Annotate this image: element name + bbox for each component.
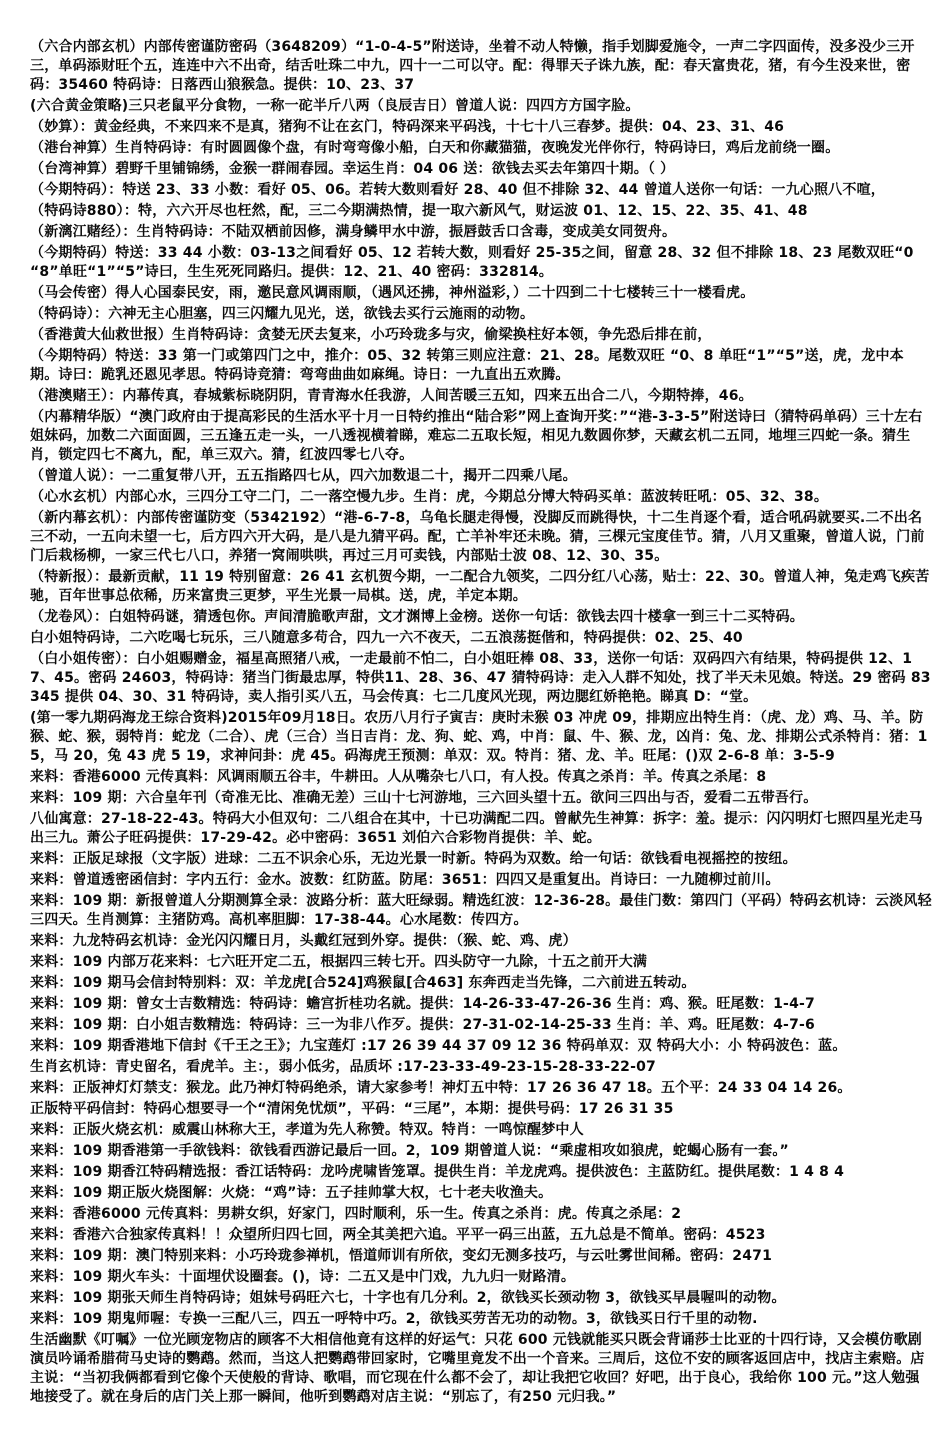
text-paragraph: （内幕精华版）“澳门政府由于提高彩民的生活水平十月一日特约推出“陆合彩”网上查询开奖：”“港-3-3-5”附送诗曰（猜特码单码）三十左右姐妹码，加数二六面面圆，三五逢五走一头，一八透视横着睇，难忘二五取长短，相见九数圆你梦，天藏玄机二五同，地埋三四蛇一条。猜生肖，锁定四七不离九，配，单三双六。猜，红波四零七八夺。 — [30, 409, 923, 463]
text-paragraph: 来料：香港六合独家传真料！！众望所归四七回，两全其美把六追。平平一码三出蓝，五九总是不简单。密码：4523 — [30, 1227, 766, 1243]
text-paragraph: （港澳赌王）：内幕传真，春城紫标晓阴阴，青青海水任我游，人间苦暖三五知，四来五出合二八，今期特捧，46。 — [30, 388, 753, 404]
text-paragraph: 来料：香港6000 元传真料：风调雨顺五谷丰，牛耕田。人从嘴杂七八口，有人投。传真之杀肖：羊。传真之杀尾：8 — [30, 769, 767, 785]
text-paragraph: （港台神算）生肖特码诗：有时圆圆像个盘，有时弯弯像小船，白天和你藏猫猫，夜晚发光伴你行，特码诗曰，鸡后龙前绕一圈。 — [30, 140, 840, 156]
text-paragraph: 来料：109 期张天师生肖特码诗；姐妹号码旺六七，十字也有几分利。2，欲钱买长颈动物 3，欲钱买早晨喔叫的动物。 — [30, 1290, 786, 1306]
document-body — [30, 38, 932, 1407]
text-paragraph: 来料：109 期火车头：十面埋伏设圈套。()，诗：二五又是中门戏，九九归一财路清。 — [30, 1269, 576, 1285]
text-paragraph: 来料：香港6000 元传真料：男耕女织，好家门，四时顺利，乐一生。传真之杀肖：虎。传真之杀尾：2 — [30, 1206, 682, 1222]
text-paragraph: 生肖玄机诗：青史留名，看虎羊。主：，弱小低劣，品质坏 :17-23-33-49-23-15-28-33-22-07 — [30, 1059, 656, 1075]
text-paragraph: （今期特码）特送：33 44 小数：03-13之间看好 05、12 若转大数，则看好 25-35之间，留意 28、32 但不排除 18、23 尾数双旺“0 “8”单旺“1”“5”诗曰，生生死死同路归。提供：12、21、40 密码：332814。 — [30, 245, 914, 280]
text-paragraph: 白小姐特码诗，二六吃喝七玩乐，三八随意多苟合，四九一六不夜天，二五浪荡挺偕和，特码提供：02、25、40 — [30, 630, 743, 646]
text-paragraph: 正版特平码信封：特码心想要寻一个“清闲免忧烦”，平码：“三尾”，本期：提供号码：17 26 31 35 — [30, 1101, 674, 1117]
text-paragraph: （香港黄大仙救世报）生肖特码诗：贪婪无厌去复来，小巧玲珑多与灾，偷梁换柱好本领，争先恐后排在前， — [30, 327, 712, 343]
text-paragraph: 来料：109 期香港地下信封《千王之王》；九宝莲灯 :17 26 39 44 37 09 12 36 特码单双：双 特码大小：小 特码波色：蓝。 — [30, 1038, 847, 1054]
text-paragraph: （白小姐传密）：白小姐赐赠金，福星高照猪八戒，一走最前不怕二，白小姐旺棒 08、33，送你一句话：双码四六有结果，特码提供 12、17、45。密码 24603，特码诗：猪当门街最忠厚，特供11、28、36、47 猜特码诗：走入人群不知处，找了半天未见娘。特送。29 密码 83345 提供 04、30、31 特码诗，卖人指引买八五，马会传真：七二几度风光现，两边腮红娇艳艳。睇真 D：“堂。 — [30, 651, 931, 705]
text-paragraph: 来料：正版神灯灯禁支：猴龙。此乃神灯特码绝杀，请大家参考！神灯五中特：17 26 36 47 18。五个平：24 33 04 14 26。 — [30, 1080, 852, 1096]
text-paragraph: 来料：109 期鬼师喔：专换一三配八三，四五一呼特中巧。2，欲钱买劳苦无功的动物。3，欲钱买日行千里的动物. — [30, 1311, 758, 1327]
text-paragraph: 来料：109 期：白小姐吉数精选：特码诗：三一为非八作歹。提供：27-31-02-14-25-33 生肖：羊、鸡。旺尾数：4-7-6 — [30, 1017, 815, 1033]
text-paragraph: 来料：109 期香江特码精选报：香江话特码：龙吟虎啸皆笼罩。提供生肖：羊龙虎鸡。提供波色：主蓝防红。提供尾数：1 4 8 4 — [30, 1164, 845, 1180]
text-paragraph: （龙卷风）：白姐特码谜，猜透包你。声间清脆歌声甜，文才渊博上金榜。送你一句话：欲钱去四十楼拿一到三十二买特码。 — [30, 609, 804, 625]
text-paragraph: 来料：109 期马会信封特别料：双：羊龙虎[合524]鸡猴鼠[合463] 东奔西走当先锋，二六前进五转动。 — [30, 975, 696, 991]
text-paragraph: 来料：109 期：新报曾道人分期测算全录：波路分析：蓝大旺绿弱。精选红波：12-36-28。最佳门数：第四门（平码）特码玄机诗：云淡风轻三四天。生肖测算：主猪防鸡。高机率胆脚：17-38-44。心水尾数：传四方。 — [30, 893, 932, 928]
text-paragraph: 来料：109 期：六合皇年刊（奇准无比、准确无差）三山十七河游地，三六回头望十五。欲问三四出与否，爱看二五带吾行。 — [30, 790, 818, 806]
text-paragraph: 来料：109 期正版火烧图解：火烧：“鸡”诗：五子挂帅掌大权，七十老夫收渔夫。 — [30, 1185, 553, 1201]
text-paragraph: 来料：109 内部万花来料：七六旺开定二五，根据四三转七开。四头防守一九除，十五之前开大满 — [30, 954, 648, 970]
text-paragraph: （台湾神算）碧野千里铺锦绣，金猴一群闹春园。幸运生肖：04 06 送：欲钱去买去年第四十期。（ ） — [30, 161, 675, 177]
text-paragraph: （今期特码）：特送 23、33 小数：看好 05、06。若转大数则看好 28、40 但不排除 32、44 曾道人送你一句话：一九心照八不喧， — [30, 182, 885, 198]
text-paragraph: （马会传密）得人心国泰民安，雨，邀民意风调雨顺，（遇风还拂，神州溢彩，）二十四到二十七楼转三十一楼看虎。 — [30, 285, 755, 301]
text-paragraph: （六合内部玄机）内部传密谨防密码（3648209）“1-0-4-5”附送诗，坐着不动人特懒，指手划脚爱施令，一声二字四面传，没多没少三开三，单码添财旺个五，连连中六不出奇，结舌吐珠二中九，四十一二可以守。配：得罪天子诛九族，配：春天富贵花，猪，有今生没来世，密码：35460 特码诗：日落西山狼猴急。提供：10、23、37 — [30, 39, 915, 93]
text-paragraph: 来料：九龙特码玄机诗：金光闪闪耀日月，头戴红冠到外穿。提供：（猴、蛇、鸡、虎） — [30, 933, 577, 949]
text-paragraph: （新漓江赌经）：生肖特码诗：不陆双栖前因修，满身鳞甲水中游，振唇鼓舌口含毒，变成美女同贺舟。 — [30, 224, 677, 240]
text-paragraph: (第一零九期码海龙王综合资料)2015年09月18日。农历八月行子寅吉：庚时未猴 03 冲虎 09，排期应出特生肖：（虎、龙）鸡、马、羊。防猴、蛇、猴，弱特肖：蛇龙（二合）、虎（三合）当日吉肖：龙、狗、蛇、鸡，中肖：鼠、牛、猴、龙，凶肖：兔、龙、排期公式杀特肖：猪：15，马 20，兔 43 虎 5 19，求神问卦：虎 45。码海虎王预测：单双：双。特肖：猪、龙、羊。旺尾：()双 2-6-8 单：3-5-9 — [30, 710, 928, 764]
text-paragraph: （心水玄机）内部心水，三四分工守二门，二一落空慢九步。生肖：虎，今期总分博大特码买单：蓝波转旺吼：05、32、38。 — [30, 489, 829, 505]
text-paragraph: （特码诗）：六神无主心胆塞，四三闪耀九见光，送，欲钱去买行云施雨的动物。 — [30, 306, 535, 322]
text-paragraph: 来料：正版足球报（文字版）进球：二五不识余心乐，无边光景一时新。特码为双数。给一句话：欲钱看电视摇控的按纽。 — [30, 851, 797, 867]
text-paragraph: (六合黄金策略)三只老鼠平分食物，一称一砣半斤八两（良辰吉日）曾道人说：四四方方国字脸。 — [30, 98, 640, 114]
text-paragraph: （新内幕玄机）：内部传密谨防变（5342192）“港-6-7-8，乌龟长腿走得慢，没脚反而跳得快，十二生肖逐个看，适合吼码就要买.二不出名三不动，一五向未望一七，后方四六开大码，是八是九猜平码。配，亡羊补牢还未晚。猜，三棵元宝度佳节。猜，八月又重聚，曾道人说，门前门后栽杨柳，一家三代七八口，养猪一窝闹哄哄，再过三月可卖钱，内部贴士波 08、12、30、35。 — [30, 510, 925, 564]
text-paragraph: 八仙寓意：27-18-22-43。特码大小但双句：二八组合在其中，十已功满配二四。曾献先生神算：拆字：羞。提示：闪闪明灯七照四星光走马出三九。萧公子旺码提供：17-29-42。必中密码：3651 刘伯六合彩物肖提供：羊、蛇。 — [30, 811, 923, 846]
text-paragraph: 来料：曾道透密函信封：字内五行：金水。波数：红防蓝。防尾：3651：四四又是重复出。肖诗曰：一九随柳过前川。 — [30, 872, 780, 888]
text-paragraph: 来料：109 期香港第一手欲钱料：欲钱看西游记最后一回。2，109 期曾道人说：“乘虚相攻如狼虎，蛇蝎心肠有一套。” — [30, 1143, 789, 1159]
text-paragraph: （特码诗880）：特，六六开尽也枉然，配，三二今期满热情，提一取六新风气，财运波 01、12、15、22、35、41、48 — [30, 203, 808, 219]
text-paragraph: 来料：109 期：澳门特别来料：小巧玲珑参禅机，悟道师训有所依，变幻无测多技巧，与云吐雾世间稀。密码：2471 — [30, 1248, 773, 1264]
text-paragraph: （妙算）：黄金经典，不来四来不是真，猪狗不让在玄门，特码深来平码浅，十七十八三春梦。提供：04、23、31、46 — [30, 119, 785, 135]
text-paragraph: 来料：正版火烧玄机：威震山林称大王，孝道为先人称赞。特双。特肖：一鸣惊醒梦中人 — [30, 1122, 584, 1138]
text-paragraph: （特新报）：最新贡献，11 19 特别留意：26 41 玄机贺今期，一二配合九领奖，二四分红八心荡，贴士：22、30。曾道人神，兔走鸡飞疾苦驰，百年世事总依稀，历来富贵三更梦，平生光景一局棋。送，虎，羊定本期。 — [30, 569, 930, 604]
text-paragraph: 生活幽默《叮嘱》一位光顾宠物店的顾客不大相信他竟有这样的好运气：只花 600 元钱就能买只既会背诵莎士比亚的十四行诗，又会模仿歌剧演员吟诵希腊荷马史诗的鹦鹉。然而，当这人把鹦鹉带回家时，它嘴里竟发不出一个音来。三周后，这位不安的顾客返回店中，找店主索赔。店主说：“当初我俩都看到它像个天使般的背诗、歌唱，而它现在什么都不会了，却让我把它收回？好吧，出于良心，我给你 100 元。”这人勉强地接受了。就在身后的店门关上那一瞬间，他听到鹦鹉对店主说：“别忘了，有250 元归我。” — [30, 1332, 925, 1405]
text-paragraph: 来料：109 期：曾女士吉数精选：特码诗：蟾宫折桂功名就。提供：14-26-33-47-26-36 生肖：鸡、猴。旺尾数：1-4-7 — [30, 996, 815, 1012]
text-paragraph: （曾道人说）：一二重复带八开，五五指路四七从，四六加数退二十，揭开二四乘八尾。 — [30, 468, 577, 484]
text-paragraph: （今期特码）特送：33 第一门或第四门之中，推介：05、32 转第三则应注意：21、28。尾数双旺 “0、8 单旺“1”“5”送，虎，龙中本期。诗曰：跪乳还恩见孝思。特码诗竞猜：弯弯曲曲如麻绳。诗日：一九直出五欢腾。 — [30, 348, 904, 383]
